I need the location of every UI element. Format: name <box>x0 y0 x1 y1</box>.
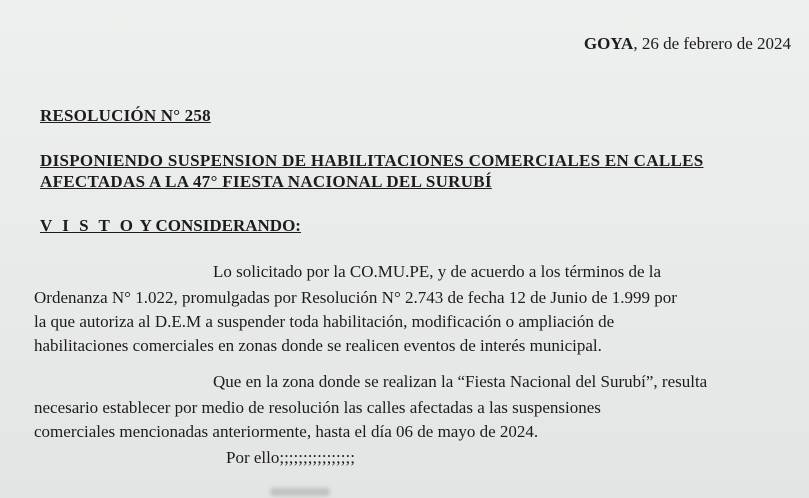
resolution-subject <box>40 150 704 192</box>
visto-word: V I S T O <box>40 216 136 235</box>
city: GOYA <box>583 34 634 53</box>
paragraph1-line2: Ordenanza N° 1.022, promulgadas por Resolución N° 2.743 de fecha 12 de Junio de 1.999 por <box>34 288 677 307</box>
cut-off-text-fragment <box>270 488 330 496</box>
resolution-title: RESOLUCIÓN N° 258 <box>40 106 211 125</box>
paragraph2-line1: Que en la zona donde se realizan la “Fiesta Nacional del Surubí”, resulta <box>213 372 708 391</box>
paragraph2-line3: comerciales mencionadas anteriormente, hasta el día 06 de mayo de 2024. <box>34 422 539 441</box>
paragraph1-line4: habilitaciones comerciales en zonas donde se realicen eventos de interés municipal. <box>34 336 602 355</box>
section-heading-visto <box>40 216 301 236</box>
subject-line-1: DISPONIENDO SUSPENSION DE HABILITACIONES COMERCIALES EN CALLES <box>40 151 704 170</box>
date-line <box>584 34 791 54</box>
paragraph1-line3: la que autoriza al D.E.M a suspender toda habilitación, modificación o ampliación de <box>34 312 615 331</box>
closing-line: Por ello;;;;;;;;;;;;;;;; <box>226 448 355 467</box>
considerando-word: Y CONSIDERANDO: <box>136 216 301 235</box>
paragraph1-line1: Lo solicitado por la CO.MU.PE, y de acuerdo a los términos de la <box>213 262 662 281</box>
date: , 26 de febrero de 2024 <box>633 34 791 53</box>
subject-line-2: AFECTADAS A LA 47° FIESTA NACIONAL DEL SURUBÍ <box>40 172 492 191</box>
paragraph2-line2: necesario establecer por medio de resolución las calles afectadas a las suspensiones <box>34 398 601 417</box>
